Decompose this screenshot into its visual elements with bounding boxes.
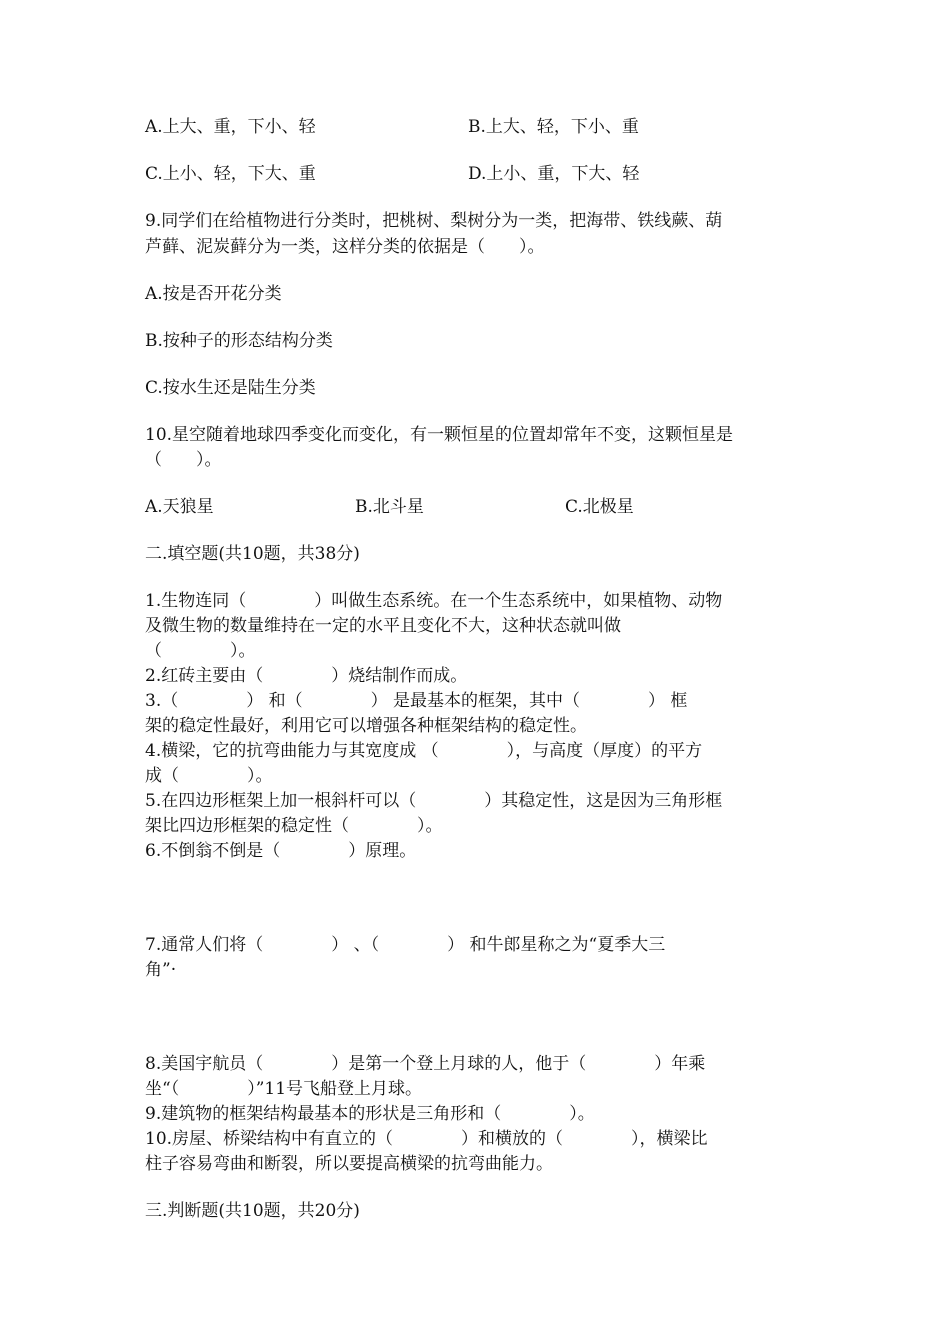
- fill-blank-line: 9.建筑物的框架结构最基本的形状是三角形和（ ）。: [145, 1104, 595, 1124]
- q10-text-line2: （ ）。: [145, 450, 222, 470]
- fill-blank-line: 及微生物的数量维持在一定的水平且变化不大，这种状态就叫做: [145, 616, 621, 636]
- q9-option-b: B.按种子的形态结构分类: [145, 331, 333, 351]
- q10-option-a: A.天狼星: [145, 497, 214, 517]
- q8-option-a: A.上大、重，下小、轻: [145, 117, 316, 137]
- fill-blank-line: （ ）。: [145, 641, 256, 661]
- q10-text-line1: 10.星空随着地球四季变化而变化，有一颗恒星的位置却常年不变，这颗恒星是: [145, 425, 734, 445]
- fill-blank-line: 柱子容易弯曲和断裂，所以要提高横梁的抗弯曲能力。: [145, 1154, 553, 1174]
- fill-blank-line: 2.红砖主要由（ ）烧结制作而成。: [145, 666, 468, 686]
- section3-heading: 三.判断题(共10题，共20分): [145, 1201, 360, 1221]
- fill-blank-line: 成（ ）。: [145, 766, 273, 786]
- q7-line1: 7.通常人们将（ ） 、（ ） 和牛郎星称之为“夏季大三: [145, 935, 666, 955]
- fill-blank-line: 架的稳定性最好，利用它可以增强各种框架结构的稳定性。: [145, 716, 587, 736]
- q10-option-c: C.北极星: [565, 497, 634, 517]
- fill-blank-line: 1.生物连同（ ）叫做生态系统。在一个生态系统中，如果植物、动物: [145, 591, 723, 611]
- fill-blank-line: 3.（ ） 和（ ） 是最基本的框架，其中（ ） 框: [145, 691, 688, 711]
- fill-blank-line: 坐“（ ）”11号飞船登上月球。: [145, 1079, 423, 1099]
- q10-option-b: B.北斗星: [355, 497, 424, 517]
- q9-option-c: C.按水生还是陆生分类: [145, 378, 316, 398]
- q8-option-d: D.上小、重，下大、轻: [468, 164, 640, 184]
- q9-text-line1: 9.同学们在给植物进行分类时，把桃树、梨树分为一类，把海带、铁线蕨、葫: [145, 211, 723, 231]
- fill-blank-line: 4.横梁，它的抗弯曲能力与其宽度成 （ ），与高度（厚度）的平方: [145, 741, 703, 761]
- q9-text-line2: 芦藓、泥炭藓分为一类，这样分类的依据是（ ）。: [145, 237, 545, 257]
- fill-blank-line: 10.房屋、桥梁结构中有直立的（ ）和横放的（ ），横梁比: [145, 1129, 708, 1149]
- q8-option-b: B.上大、轻，下小、重: [468, 117, 639, 137]
- fill-blank-line: 架比四边形框架的稳定性（ ）。: [145, 816, 443, 836]
- fill-blank-line: 8.美国宇航员（ ）是第一个登上月球的人，他于（ ）年乘: [145, 1054, 706, 1074]
- q8-option-c: C.上小、轻，下大、重: [145, 164, 316, 184]
- q7-line2: 角”·: [145, 960, 177, 980]
- fill-blank-line: 6.不倒翁不倒是（ ）原理。: [145, 841, 417, 861]
- fill-blank-line: 5.在四边形框架上加一根斜杆可以（ ）其稳定性，这是因为三角形框: [145, 791, 723, 811]
- q9-option-a: A.按是否开花分类: [145, 284, 282, 304]
- section2-heading: 二.填空题(共10题，共38分): [145, 544, 360, 564]
